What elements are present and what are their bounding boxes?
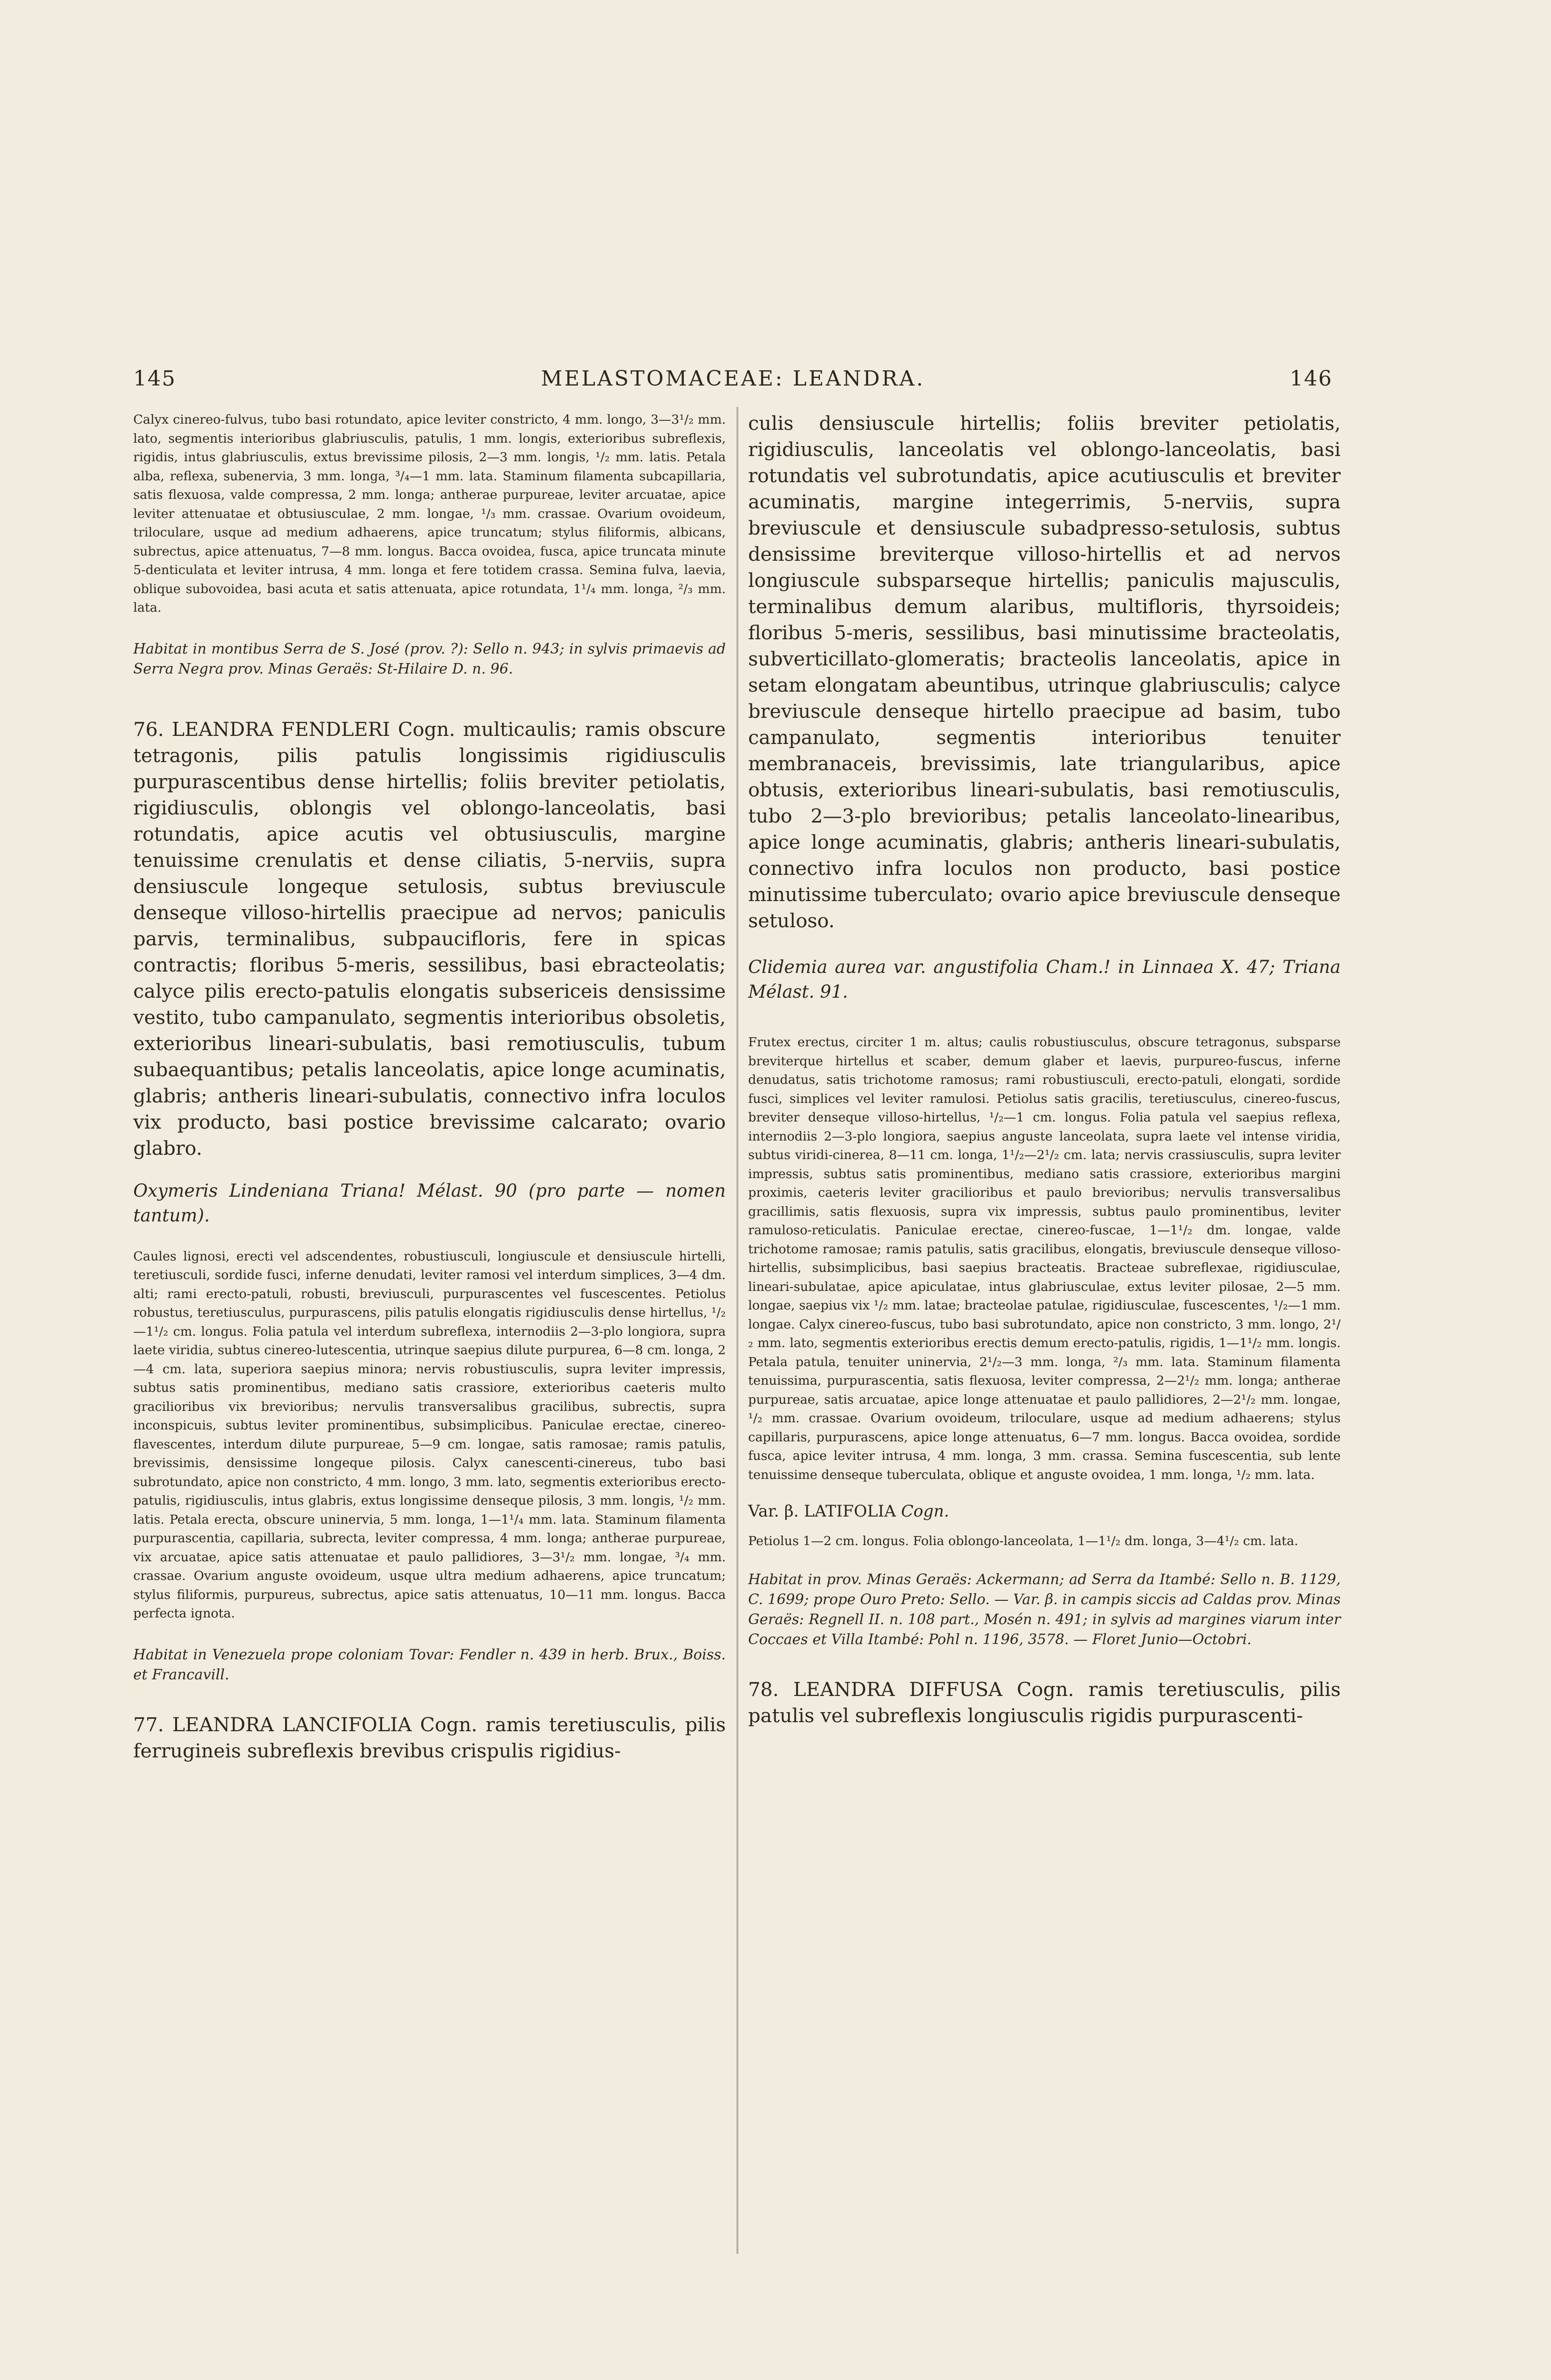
species-77-description: Frutex erectus, circiter 1 m. altus; caulis robustiusculus, obscure tetragonus, subsparse breviterque hirtellus et scaber, demum glaber et laevis, purpureo-fuscus, inferne denudatus, satis trichotome ramosus; rami robustiusculi, erecto-patuli, elongati, sordide fusci, simplices vel leviter ramulosi. Petiolus satis gracilis, teretiusculus, cinereo-fuscus, breviter denseque villoso-hirtellus, ¹/₂—1 cm. longus. Folia patula vel saepius reflexa, internodiis 2—3-plo longiora, saepius anguste lanceolata, supra laete vel intense viridia, subtus viridi-cinerea, 8—11 cm. longa, 1¹/₂—2¹/₂ cm. lata; nervis crassiusculis, supra leviter impressis, subtus satis prominentibus, mediano satis crassiore, exterioribus margini proximis, caeteris leviter gracilioribus et paulo brevioribus; nervulis transversalibus gracillimis, satis flexuosis, supra vix impressis, subtus paulo prominentibus, leviter ramuloso-reticulatis. Paniculae erectae, cinereo-fuscae, 1—1¹/₂ dm. longae, valde trichotome ramosae; ramis patulis, satis gracilibus, elongatis, breviuscule denseque villoso-hirtellis, subsimplicibus, basi saepius bracteatis. Bracteae subreflexae, rigidiusculae, lineari-subulatae, apice apiculatae, intus glabriusculae, extus leviter pilosae, 2—5 mm. longae, saepius vix ¹/₂ mm. latae; bracteolae patulae, rigidiusculae, fuscescentes, ¹/₂—1 mm. longae. Calyx cinereo-fuscus, tubo basi subrotundato, apice non constricto, 3 mm. longo, 2¹/₂ mm. lato, segmentis exterioribus erectis demum erecto-patulis, rigidis, 1—1¹/₂ mm. longis. Petala patula, tenuiter uninervia, 2¹/₂—3 mm. longa, ²/₃ mm. lata. Staminum filamenta tenuissima, purpurascentia, satis flexuosa, leviter compressa, 2—2¹/₂ mm. longa; antherae purpureae, satis arcuatae, apice longe attenuatae et paulo pallidiores, 2—2¹/₂ mm. longae, ¹/₂ mm. crassae. Ovarium ovoideum, triloculare, usque ad medium adhaerens; stylus capillaris, purpurascens, apice longe attenuatus, 6—7 mm. longus. Bacca ovoidea, sordide fusca, apice leviter intrusa, 4 mm. longa, 3 mm. crassa. Semina fuscescentia, sub lente tenuissime denseque tuberculata, oblique et anguste ovoidea, 1 mm. longa, ¹/₂ mm. lata.: [748, 1035, 1341, 1482]
species-77-synonym: Clidemia aurea var. angustifolia Cham.! in Linnaea X. 47; Triana Mélast. 91.: [748, 957, 1341, 1002]
left-column: [133, 410, 726, 1764]
column-divider: [737, 407, 738, 2254]
species-76-synonym: Oxymeris Lindeniana Triana! Mélast. 90 (pro parte — nomen tantum).: [133, 1180, 726, 1226]
species-76-diagnosis: 76. LEANDRA FENDLERI Cogn. multicaulis; ramis obscure tetragonis, pilis patulis longissimis rigidiusculis purpurascentibus dense hirtellis; foliis breviter petiolatis, rigidiusculis, oblongis vel oblongo-lanceolatis, basi rotundatis, apice acutis vel obtusiusculis, margine tenuissime crenulatis et dense ciliatis, 5-nerviis, supra densiuscule longeque setulosis, subtus breviuscule denseque villoso-hirtellis praecipue ad nervos; paniculis parvis, terminalibus, subpaucifloris, fere in spicas contractis; floribus 5-meris, sessilibus, basi ebracteolatis; calyce pilis erecto-patulis elongatis subsericeis densissime vestito, tubo campanulato, segmentis interioribus obsoletis, exterioribus lineari-subulatis, basi remotiusculis, tubum subaequantibus; petalis lanceolatis, apice longe acuminatis, glabris; antheris lineari-subulatis, connectivo infra loculos vix producto, basi postice brevissime calcarato; ovario glabro.: [133, 717, 726, 1160]
species-76-description: Caules lignosi, erecti vel adscendentes, robustiusculi, longiuscule et densiuscule hirtelli, teretiusculi, sordide fusci, inferne denudati, leviter ramosi vel interdum simplices, 3—4 dm. alti; rami erecto-patuli, robusti, breviusculi, purpurascentes vel fuscescentes. Petiolus robustus, teretiusculus, purpurascens, pilis patulis elongatis rigidiusculis dense hirtellus, ¹/₂—1¹/₂ cm. longus. Folia patula vel interdum subreflexa, internodiis 2—3-plo longiora, supra laete viridia, subtus cinereo-lutescentia, utrinque saepius dilute purpurea, 6—8 cm. longa, 2—4 cm. lata, superiora saepius minora; nervis robustiusculis, supra leviter impressis, subtus satis prominentibus, mediano satis crassiore, exterioribus caeteris multo gracilioribus vix brevioribus; nervulis transversalibus gracilibus, subrectis, supra inconspicuis, subtus leviter prominentibus, subsimplicibus. Paniculae erectae, cinereo-flavescentes, interdum dilute purpureae, 5—9 cm. longae, satis ramosae; ramis patulis, brevissimis, densissime longeque pilosis. Calyx canescenti-cinereus, tubo basi subrotundato, apice non constricto, 4 mm. longo, 3 mm. lato, segmentis exterioribus erecto-patulis, rigidiusculis, intus glabris, extus longissime denseque pilosis, 3 mm. longis, ¹/₂ mm. latis. Petala erecta, obscure uninervia, 5 mm. longa, 1—1¹/₄ mm. lata. Staminum filamenta purpurascentia, capillaria, subrecta, leviter compressa, 4 mm. longa; antherae purpureae, vix arcuatae, apice satis attenuatae et paulo pallidiores, 3—3¹/₂ mm. longae, ³/₄ mm. crassae. Ovarium anguste ovoideum, usque ultra medium adhaerens, apice truncatum; stylus filiformis, purpureus, subrectus, apice satis attenuatus, 10—11 mm. longus. Bacca perfecta ignota.: [133, 1249, 726, 1621]
species-77-habitat: Habitat in prov. Minas Geraës: Ackermann; ad Serra da Itambé: Sello n. B. 1129, C. 1699; prope Ouro Preto: Sello. — Var. β. in campis siccis ad Caldas prov. Minas Geraës: Regnell II. n. 108 part., Mosén n. 491; in sylvis ad margines viarum inter Coccaes et Villa Itambé: Pohl n. 1196, 3578. — Floret Junio—Octobri.: [748, 1571, 1341, 1648]
running-title: MELASTOMACEAE: LEANDRA.: [541, 367, 925, 391]
variety-label: Var. β.: [748, 1502, 799, 1521]
species-78-diagnosis-start: 78. LEANDRA DIFFUSA Cogn. ramis teretiusculis, pilis patulis vel subreflexis longiusculis rigidis purpurascenti-: [748, 1677, 1341, 1727]
right-column: [748, 410, 1341, 1729]
habitat-note: Habitat in montibus Serra de S. José (prov. ?): Sello n. 943; in sylvis primaevis ad Serra Negra prov. Minas Geraës: St-Hilaire D. n. 96.: [133, 640, 726, 677]
calyx-description: Calyx cinereo-fulvus, tubo basi rotundato, apice leviter constricto, 4 mm. longo, 3—3¹/₂ mm. lato, segmentis interioribus glabriusculis, patulis, 1 mm. longis, exterioribus subreflexis, rigidis, intus glabriusculis, extus brevissime pilosis, 2—3 mm. longis, ¹/₂ mm. latis. Petala alba, reflexa, subenervia, 3 mm. longa, ³/₄—1 mm. lata. Staminum filamenta subcapillaria, satis flexuosa, valde compressa, 2 mm. longa; antherae purpureae, leviter arcuatae, apice leviter attenuatae et obtusiusculae, 2 mm. longae, ¹/₃ mm. crassae. Ovarium ovoideum, triloculare, usque ad medium adhaerens, apice truncatum; stylus filiformis, albicans, subrectus, apice attenuatus, 7—8 mm. longus. Bacca ovoidea, fusca, apice truncata minute 5-denticulata et leviter intrusa, 4 mm. longa et fere totidem crassa. Semina fulva, laevia, oblique subovoidea, basi acuta et satis attenuata, apice rotundata, 1¹/₄ mm. longa, ²/₃ mm. lata.: [133, 412, 726, 615]
species-77-diagnosis-cont: culis densiuscule hirtellis; foliis breviter petiolatis, rigidiusculis, lanceolatis vel oblongo-lanceolatis, basi rotundatis vel subrotundatis, apice acutiusculis et breviter acuminatis, margine integerrimis, 5-nerviis, supra breviuscule et densiuscule subadpresso-setulosis, subtus densissime breviterque villoso-hirtellis et ad nervos longiuscule subsparseque hirtellis; paniculis majusculis, terminalibus demum alaribus, multifloris, thyrsoideis; floribus 5-meris, sessilibus, basi minutissime bracteolatis, subverticillato-glomeratis; bracteolis lanceolatis, apice in setam elongatam abeuntibus, utrinque glabriusculis; calyce breviuscule denseque hirtello praecipue ad basim, tubo campanulato, segmentis interioribus tenuiter membranaceis, brevissimis, late triangularibus, apice obtusis, exterioribus lineari-subulatis, basi remotiusculis, tubo 2—3-plo brevioribus; petalis lanceolato-linearibus, apice longe acuminatis, glabris; antheris lineari-subulatis, connectivo infra loculos non producto, basi postice minutissime tuberculato; ovario apice breviuscule denseque setuloso.: [748, 412, 1341, 932]
species-77-diagnosis-start: 77. LEANDRA LANCIFOLIA Cogn. ramis teretiusculis, pilis ferrugineis subreflexis brevibus crispulis rigidius-: [133, 1713, 726, 1762]
variety-name: LATIFOLIA: [804, 1502, 896, 1521]
variety-author: Cogn.: [901, 1502, 949, 1521]
page-header: [133, 367, 1333, 395]
variety-heading: [748, 1499, 1341, 1523]
right-page-number: 146: [1290, 367, 1333, 391]
left-page-number: 145: [133, 367, 176, 391]
species-76-habitat: Habitat in Venezuela prope coloniam Tovar: Fendler n. 439 in herb. Brux., Boiss. et Francavill.: [133, 1646, 726, 1683]
variety-description: Petiolus 1—2 cm. longus. Folia oblongo-lanceolata, 1—1¹/₂ dm. longa, 3—4¹/₂ cm. lata.: [748, 1534, 1298, 1548]
